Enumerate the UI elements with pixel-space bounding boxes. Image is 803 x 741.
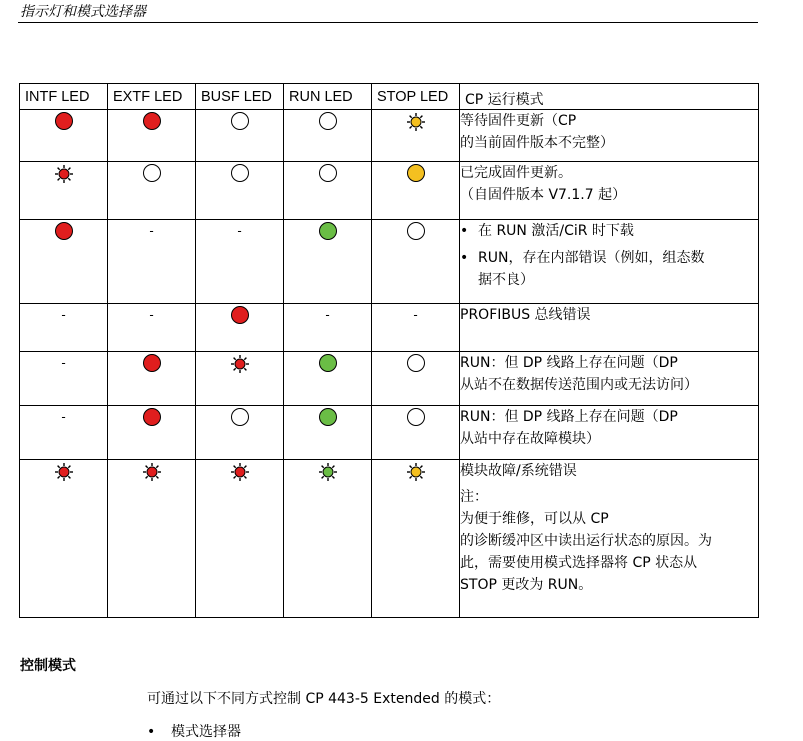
stop-led-cell: [372, 220, 460, 304]
bullet-text: RUN，存在内部错误（例如，组态数: [478, 250, 705, 266]
cp-mode-description: [460, 220, 759, 304]
description-line: （自固件版本 V7.1.7 起）: [460, 187, 627, 203]
extf-led-cell: [108, 406, 196, 460]
table-row: [20, 220, 759, 304]
bullet-marker: •: [147, 724, 156, 740]
stop-led-cell: [372, 406, 460, 460]
run-led-cell: [284, 162, 372, 220]
description-line: 的当前固件版本不完整）: [460, 135, 614, 151]
run-led-cell: [284, 304, 372, 352]
led-off-icon: [319, 164, 337, 182]
table-row: [20, 406, 759, 460]
extf-led-cell: [108, 110, 196, 162]
extf-led-cell: [108, 220, 196, 304]
column-header-busf-led: BUSF LED: [196, 84, 284, 110]
busf-led-cell: [196, 406, 284, 460]
description-line: 模块故障/系统错误: [460, 463, 577, 479]
led-yellow-on-icon: [407, 164, 425, 182]
description-line: PROFIBUS 总线错误: [460, 307, 591, 323]
intf-led-cell: [20, 460, 108, 618]
led-off-icon: [143, 164, 161, 182]
intf-led-cell: [20, 220, 108, 304]
led-off-icon: [407, 354, 425, 372]
led-off-icon: [407, 222, 425, 240]
list-item: [147, 721, 241, 741]
led-red-on-icon: [143, 112, 161, 130]
led-status-table: [19, 83, 759, 618]
led-off-icon: [407, 408, 425, 426]
bullet-marker: •: [460, 250, 469, 266]
cp-mode-description: [460, 460, 759, 618]
stop-led-cell: [372, 162, 460, 220]
note-line: STOP 更改为 RUN。: [460, 577, 593, 593]
cp-mode-description: [460, 352, 759, 406]
table-row: [20, 110, 759, 162]
intf-led-cell: [20, 162, 108, 220]
intro-paragraph: 可通过以下不同方式控制 CP 443-5 Extended 的模式：: [147, 691, 501, 707]
cp-mode-description: [460, 162, 759, 220]
busf-led-cell: [196, 110, 284, 162]
section-title: 控制模式: [20, 658, 76, 674]
description-line: 已完成固件更新。: [460, 165, 572, 181]
intf-led-cell: [20, 110, 108, 162]
bullet-marker: •: [460, 223, 469, 239]
led-off-icon: [231, 164, 249, 182]
column-header-intf-led: INTF LED: [20, 84, 108, 110]
led-off-icon: [231, 112, 249, 130]
led-red-on-icon: [55, 112, 73, 130]
description-bullet: [460, 220, 758, 242]
not-relevant-dash: -: [413, 307, 418, 322]
led-flashing-red-icon: [230, 354, 250, 374]
not-relevant-dash: -: [61, 307, 66, 322]
stop-led-cell: [372, 460, 460, 618]
not-relevant-dash: -: [61, 355, 66, 370]
table-header-row: [20, 84, 759, 110]
cp-mode-description: [460, 304, 759, 352]
run-led-cell: [284, 460, 372, 618]
table-row: [20, 460, 759, 618]
led-flashing-red-icon: [54, 164, 74, 184]
led-flashing-yellow-icon: [406, 462, 426, 482]
column-header-run-led: RUN LED: [284, 84, 372, 110]
led-off-icon: [231, 408, 249, 426]
led-flashing-red-icon: [230, 462, 250, 482]
note-line: 的诊断缓冲区中读出运行状态的原因。为: [460, 533, 712, 549]
column-header-cp-mode: CP 运行模式: [460, 84, 759, 110]
description-line: 等待固件更新（CP: [460, 113, 577, 129]
note-label: 注：: [460, 489, 488, 505]
column-header-stop-led: STOP LED: [372, 84, 460, 110]
cp-mode-description: [460, 110, 759, 162]
table-row: [20, 304, 759, 352]
stop-led-cell: [372, 352, 460, 406]
bullet-text: 在 RUN 激活/CiR 时下载: [478, 223, 634, 239]
led-flashing-green-icon: [318, 462, 338, 482]
extf-led-cell: [108, 304, 196, 352]
not-relevant-dash: -: [149, 223, 154, 238]
description-line: RUN：但 DP 线路上存在问题（DP: [460, 409, 678, 425]
note-line: 此，需要使用模式选择器将 CP 状态从: [460, 555, 698, 571]
extf-led-cell: [108, 352, 196, 406]
bullet-text-continued: 据不良）: [478, 272, 534, 288]
page-header-title: 指示灯和模式选择器: [20, 4, 146, 20]
intf-led-cell: [20, 304, 108, 352]
busf-led-cell: [196, 304, 284, 352]
not-relevant-dash: -: [61, 409, 66, 424]
not-relevant-dash: -: [149, 307, 154, 322]
description-line: 从站不在数据传送范围内或无法访问）: [460, 377, 698, 393]
led-flashing-red-icon: [54, 462, 74, 482]
extf-led-cell: [108, 460, 196, 618]
led-green-on-icon: [319, 222, 337, 240]
table-row: [20, 352, 759, 406]
led-flashing-yellow-icon: [406, 112, 426, 132]
busf-led-cell: [196, 352, 284, 406]
run-led-cell: [284, 352, 372, 406]
extf-led-cell: [108, 162, 196, 220]
not-relevant-dash: -: [237, 223, 242, 238]
run-led-cell: [284, 406, 372, 460]
led-flashing-red-icon: [142, 462, 162, 482]
stop-led-cell: [372, 304, 460, 352]
run-led-cell: [284, 220, 372, 304]
list-item-text: 模式选择器: [171, 724, 241, 740]
not-relevant-dash: -: [325, 307, 330, 322]
stop-led-cell: [372, 110, 460, 162]
description-line: RUN：但 DP 线路上存在问题（DP: [460, 355, 678, 371]
cp-mode-description: [460, 406, 759, 460]
led-red-on-icon: [143, 408, 161, 426]
led-red-on-icon: [143, 354, 161, 372]
description-line: 从站中存在故障模块）: [460, 431, 600, 447]
led-off-icon: [319, 112, 337, 130]
description-bullet: [460, 247, 758, 291]
led-green-on-icon: [319, 408, 337, 426]
busf-led-cell: [196, 220, 284, 304]
intf-led-cell: [20, 352, 108, 406]
led-red-on-icon: [231, 306, 249, 324]
busf-led-cell: [196, 460, 284, 618]
header-rule: [18, 22, 758, 23]
note-line: 为便于维修，可以从 CP: [460, 511, 609, 527]
busf-led-cell: [196, 162, 284, 220]
column-header-extf-led: EXTF LED: [108, 84, 196, 110]
run-led-cell: [284, 110, 372, 162]
intf-led-cell: [20, 406, 108, 460]
led-green-on-icon: [319, 354, 337, 372]
led-red-on-icon: [55, 222, 73, 240]
table-row: [20, 162, 759, 220]
